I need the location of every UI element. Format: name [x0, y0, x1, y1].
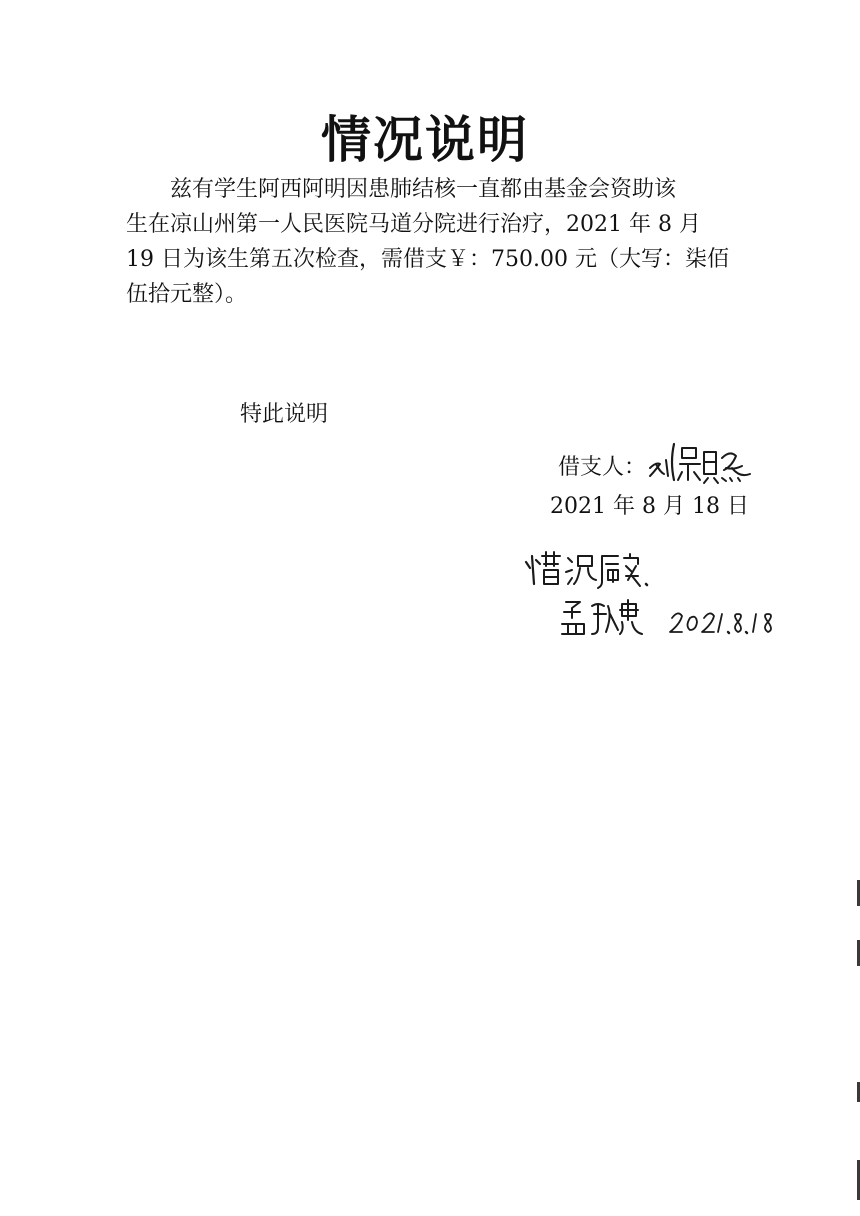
paragraph-line: 兹有学生阿西阿明因患肺结核一直都由基金会资助该: [170, 177, 677, 202]
borrower-row: [558, 438, 788, 488]
paragraph-line: 19 日为该生第五次检查，需借支￥：750.00 元（大写：柒佰: [126, 247, 729, 272]
borrower-label: 借支人：: [558, 455, 647, 480]
closing-statement: 特此说明: [240, 402, 329, 427]
paragraph-line: 伍拾元整）。: [126, 282, 248, 307]
verification-handwriting: [522, 548, 782, 638]
paragraph-line: 生在凉山州第一人民医院马道分院进行治疗，2021 年 8 月: [126, 212, 701, 237]
document-date: 2021 年 8 月 18 日: [550, 494, 749, 519]
borrower-signature: [642, 438, 752, 486]
document-title: 情况说明: [321, 110, 529, 169]
body-paragraph: [126, 172, 729, 312]
